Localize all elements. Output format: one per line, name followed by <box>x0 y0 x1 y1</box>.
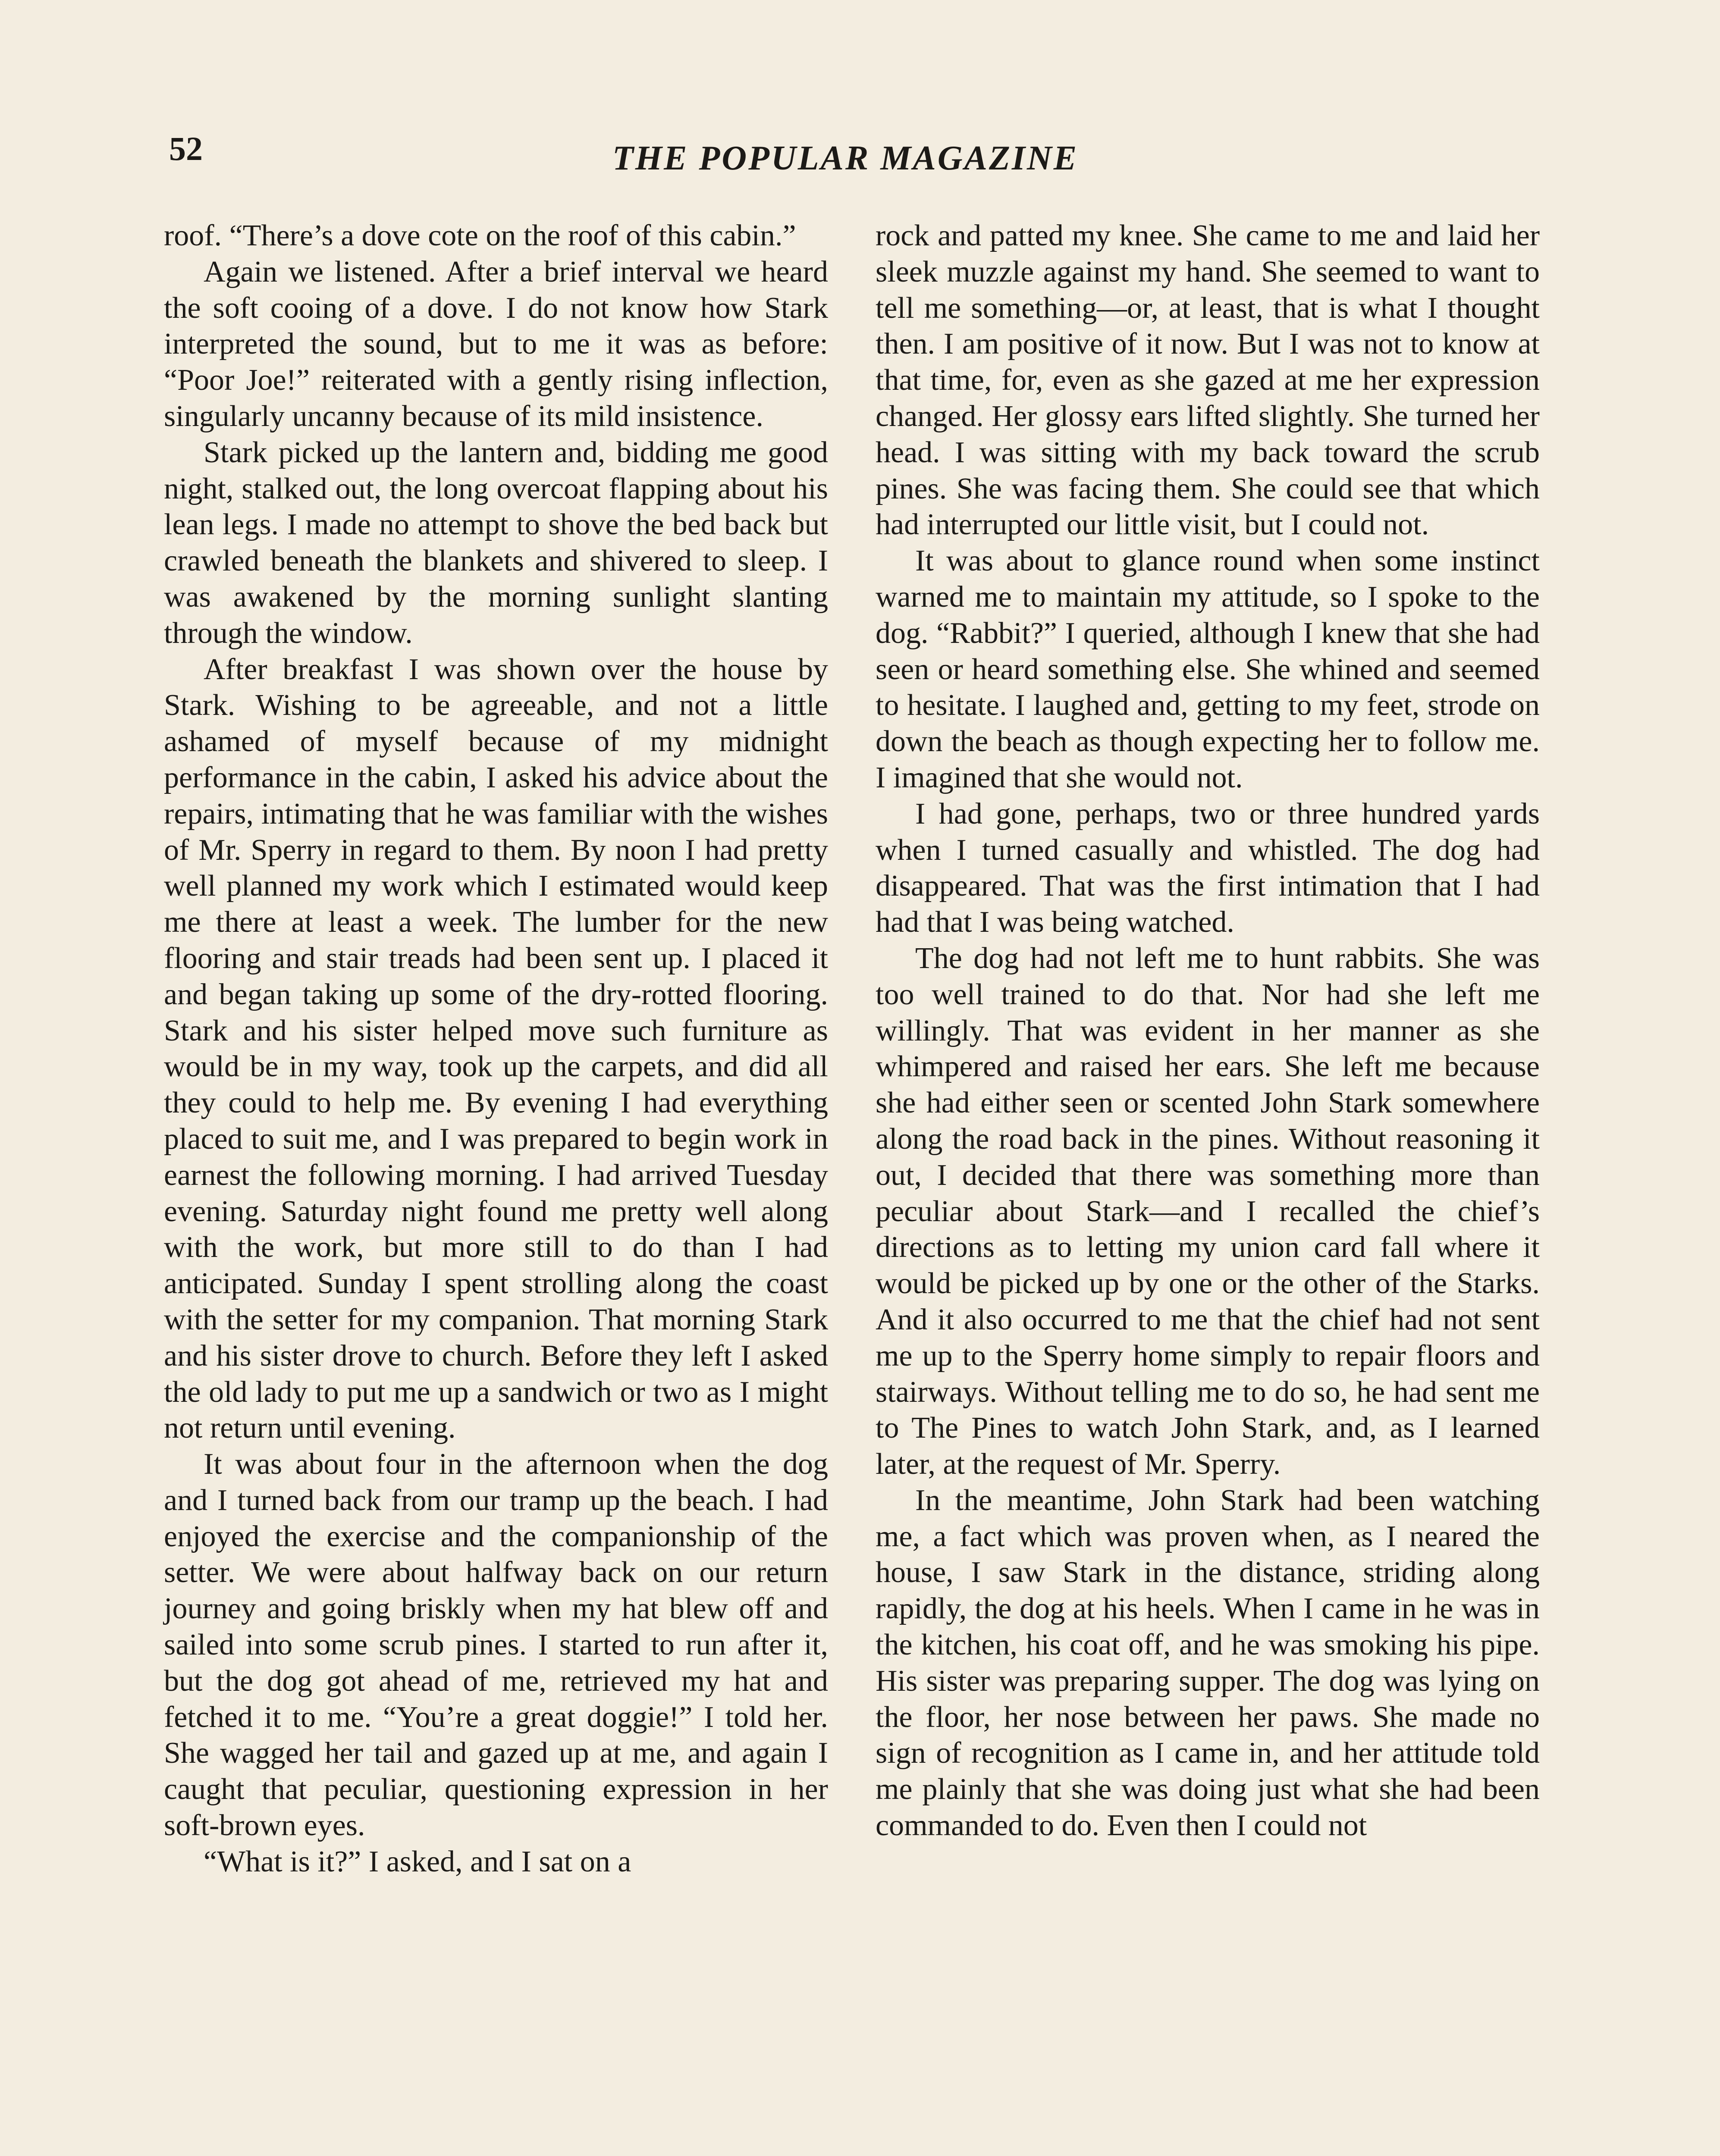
right-column <box>876 218 1540 1844</box>
paragraph: It was about to glance round when some instinct warned me to maintain my attitude, so I spoke to the dog. “Rabbit?” I queried, although I knew that she had seen or heard something else. She whined and seemed to hesitate. I laughed and, getting to my feet, strode on down the beach as though expecting her to follow me. I imagined that she would not. <box>876 544 1540 794</box>
paragraph: Again we listened. After a brief interval we heard the soft cooing of a dove. I do not know how Stark interpreted the sound, but to me it was as before: “Poor Joe!” reiterated with a gently rising inflection, singularly uncanny because of its mild insistence. <box>164 255 828 433</box>
paragraph: I had gone, perhaps, two or three hundred yards when I turned casually and whistled. The dog had disappeared. That was the first intimation that I had had that I was being watched. <box>876 797 1540 939</box>
running-head: THE POPULAR MAGAZINE <box>612 139 1079 177</box>
paragraph: The dog had not left me to hunt rabbits. She was too well trained to do that. Nor had she left me willingly. That was evident in her manner as she whimpered and raised her ears. She left me because she had either seen or scented John Stark somewhere along the road back in the pines. Without reasoning it out, I decided that there was something more than peculiar about Stark—and I recalled the chief’s directions as to letting my union card fall where it would be picked up by one or the other of the Starks. And it also occurred to me that the chief had not sent me up to the Sperry home simply to repair floors and stairways. Without telling me to do so, he had sent me to The Pines to watch John Stark, and, as I learned later, at the request of Mr. Sperry. <box>876 941 1540 1481</box>
paragraph: “What is it?” I asked, and I sat on a <box>204 1845 631 1878</box>
paragraph: It was about four in the afternoon when the dog and I turned back from our tramp up the beach. I had enjoyed the exercise and the companionship of the setter. We were about halfway back on our return journey and going briskly when my hat blew off and sailed into some scrub pines. I started to run after it, but the dog got ahead of me, retrieved my hat and fetched it to me. “You’re a great doggie!” I told her. She wagged her tail and gazed up at me, and again I caught that peculiar, questioning expression in her soft-brown eyes. <box>164 1448 828 1843</box>
paragraph: After breakfast I was shown over the house by Stark. Wishing to be agreeable, and not a little ashamed of myself because of my midnight performance in the cabin, I asked his advice about the repairs, intimating that he was familiar with the wishes of Mr. Sperry in regard to them. By noon I had pretty well planned my work which I estimated would keep me there at least a week. The lumber for the new flooring and stair treads had been sent up. I placed it and began taking up some of the dry-rotted flooring. Stark and his sister helped move such furniture as would be in my way, took up the carpets, and did all they could to help me. By evening I had everything placed to suit me, and I was prepared to begin work in earnest the following morning. I had arrived Tuesday evening. Saturday night found me pretty well along with the work, but more still to do than I had anticipated. Sunday I spent strolling along the coast with the setter for my companion. That morning Stark and his sister drove to church. Before they left I asked the old lady to put me up a sandwich or two as I might not return until evening. <box>164 652 828 1445</box>
paragraph: roof. “There’s a dove cote on the roof of this cabin.” <box>164 219 796 252</box>
paragraph: Stark picked up the lantern and, bidding me good night, stalked out, the long overcoat flapping about his lean legs. I made no attempt to shove the bed back but crawled beneath the blankets and shivered to sleep. I was awakened by the morning sunlight slanting through the window. <box>164 436 828 650</box>
paragraph: In the meantime, John Stark had been watching me, a fact which was proven when, as I neared the house, I saw Stark in the distance, striding along rapidly, the dog at his heels. When I came in he was in the kitchen, his coat off, and he was smoking his pipe. His sister was preparing supper. The dog was lying on the floor, her nose between her paws. She made no sign of recognition as I came in, and her attitude told me plainly that she was doing just what she had been commanded to do. Even then I could not <box>876 1483 1540 1843</box>
page-number: 52 <box>169 130 203 167</box>
paragraph: rock and patted my knee. She came to me and laid her sleek muzzle against my hand. She seemed to want to tell me something—or, at least, that is what I thought then. I am positive of it now. But I was not to know at that time, for, even as she gazed at me her expression changed. Her glossy ears lifted slightly. She turned her head. I was sitting with my back toward the scrub pines. She was facing them. She could see that which had interrupted our little visit, but I could not. <box>876 219 1540 542</box>
left-column <box>164 218 828 1880</box>
